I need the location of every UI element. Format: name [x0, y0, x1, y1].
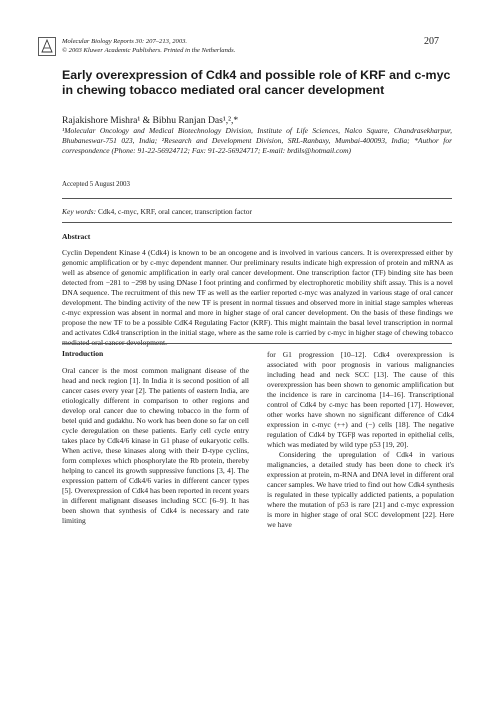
- publisher-logo: [38, 37, 56, 56]
- keywords-bottom-rule: [62, 222, 452, 223]
- abstract-text: Cyclin Dependent Kinase 4 (Cdk4) is known to be an oncogene and is involved in various cancers. It is overexpressed either by genomic amplification or by c-myc dependent manner. Our preliminary results indicate high expression of protein and mRNA as well as absence of genomic amplification in early oral cancer development. One transcription factor (TF) binding site has been detected from −281 to −298 by using DNase I foot printing and confirmed by electrophoretic mobility shift assay. This is a novel DNA sequence. The recruitment of this new TF as well as the earlier reported c-myc was analyzed in various stage of oral cancer development. The binding activity of the new TF is present in normal tissues and observed more in initial stage samples whereas c-myc expression was absent in normal and more in higher stage of oral cancer development. On the basis of these findings we propose the new TF to be a possible CdK4 Regulating Factor (KRF). This might maintain the basal level transcription in normal and activates Cdk4 transcription in the initial stage, where as the same role is carried by c-myc in higher stage of chewing tobacco mediated oral cancer development.: [62, 248, 453, 347]
- keywords-line: [62, 207, 252, 216]
- page-number: 207: [424, 36, 439, 47]
- intro-paragraph-1: Oral cancer is the most common malignant disease of the head and neck region [1]. In India it is second position of all cancer cases every year [2]. The patients of eastern India, are etiologically different in comparison to other regions and develop oral cancer due to chewing tobacco in the form of betel quid and gudakhu. No work has been done so far on cell cycle deregulation on these patients. Early cell cycle entry takes place by Cdk4/6 kinase in G1 phase of eukaryotic cells. When active, these kinases along with their D-type cyclins, form complexes which phosphorylate the Rb protein, thereby helping to cancel its growth suppressive functions [3, 4]. The expression pattern of Cdk4/6 varies in different cancer types [5]. Overexpression of Cdk4 has been reported in recent years in different malignant diseases including SCC [6–9]. It has been shown that synthesis of Cdk4 is necessary and rate limiting: [62, 366, 249, 525]
- keywords-top-rule: [62, 198, 452, 199]
- keywords-text: Cdk4, c-myc, KRF, oral cancer, transcription factor: [96, 207, 253, 216]
- keywords-label: Key words:: [62, 207, 97, 216]
- accepted-date: Accepted 5 August 2003: [62, 181, 130, 188]
- journal-citation: [62, 38, 422, 55]
- author-list: Rajakishore Mishra¹ & Bibhu Ranjan Das¹,²,*: [62, 115, 239, 126]
- intro-paragraph-2: Considering the upregulation of Cdk4 in various malignancies, a detailed study has been done to check it's expression at protein, m-RNA and DNA level in different oral cancer samples. We have tried to find out how Cdk4 synthesis is regulated in these typically addicted patients, a population where the mutation of p53 is rare [21] and c-myc expression is more in higher stage of oral SCC development [22]. Here we have: [267, 450, 454, 529]
- author-affiliation: ¹Molecular Oncology and Medical Biotechnology Division, Institute of Life Sciences, Nalco Square, Chandrasekharpur, Bhubaneswar-751 023, India; ²Research and Development Division, SRL-Ranbaxy, Mumbai-400093, India; *Author for correspondence (Phone: 91-22-56924712; Fax: 91-22-56924717; E-mail: brdils@hotmail.com): [62, 126, 452, 155]
- right-column: [267, 350, 454, 530]
- abstract-heading: Abstract: [62, 232, 91, 241]
- left-column: [62, 366, 249, 526]
- journal-citation-line1: Molecular Biology Reports 30: 207–213, 2003.: [62, 38, 188, 45]
- journal-copyright-line: © 2003 Kluwer Academic Publishers. Printed in the Netherlands.: [62, 46, 236, 54]
- article-title: Early overexpression of Cdk4 and possible role of KRF and c-myc in chewing tobacco mediated oral cancer development: [62, 68, 451, 97]
- intro-paragraph-1-continued: for G1 progression [10–12]. Cdk4 overexpression is associated with poor prognosis in various malignancies including head and neck SCC [13]. The cause of this overexpression has been shown to genomic amplification but the incidence is rare in carcinoma [14–16]. Transcriptional control of Cdk4 by c-myc has been reported [17]. However, other works have shown no significant difference of Cdk4 expression in c-myc (++) and (−) cells [18]. The negative regulation of Cdk4 by TGFβ was reported in epithelial cells, which was mediated by wild type p53 [19, 20].: [267, 350, 454, 449]
- abstract-bottom-rule: [62, 343, 452, 344]
- introduction-heading: Introduction: [62, 349, 104, 358]
